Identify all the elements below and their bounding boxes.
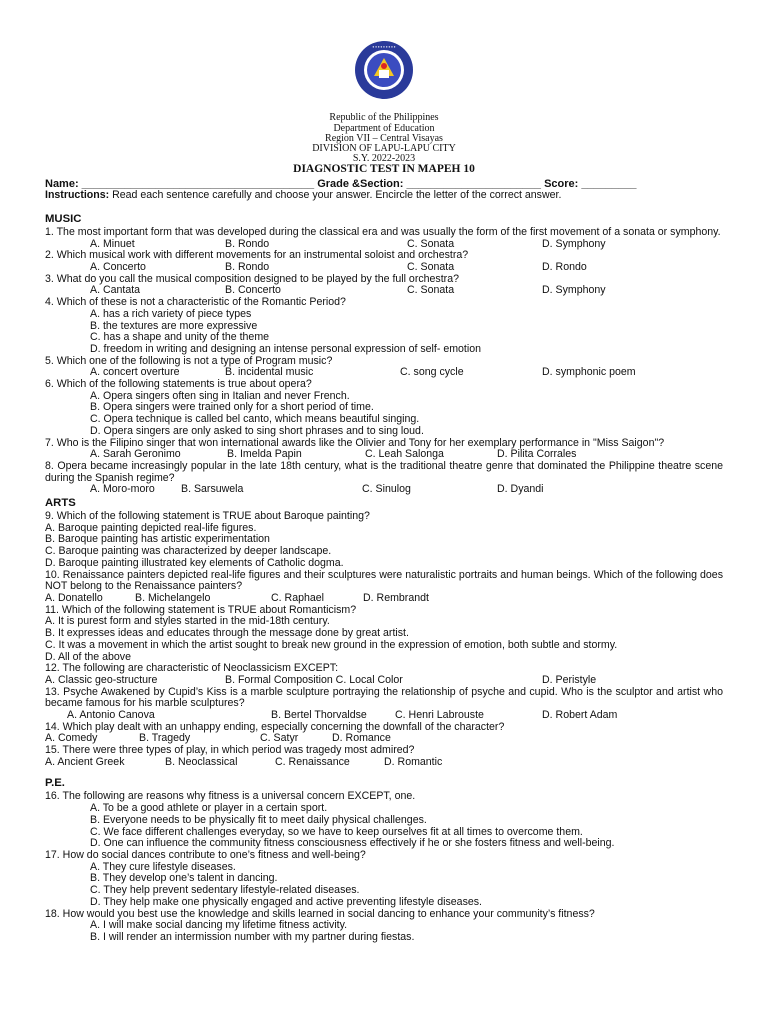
question-4: 4. Which of these is not a characteristic of the Romantic Period?: [45, 296, 346, 309]
option-10b[interactable]: B. Michelangelo: [135, 592, 211, 604]
option-7a[interactable]: A. Sarah Geronimo: [90, 448, 181, 461]
options-14: [45, 733, 723, 745]
option-18b[interactable]: B. I will render an intermission number with my partner during fiestas.: [90, 930, 415, 943]
question-7: 7. Who is the Filipino singer that won international awards like the Olivier and Tony for her exemplary performance in "Miss Saigon"?: [45, 436, 665, 449]
option-11a[interactable]: A. It is purest form and styles started in the mid-18th century.: [45, 615, 330, 628]
option-8b[interactable]: B. Sarsuwela: [181, 483, 244, 496]
option-6b[interactable]: B. Opera singers were trained only for a short period of time.: [90, 401, 374, 414]
option-5d[interactable]: D. symphonic poem: [542, 366, 636, 379]
question-14: 14. Which play dealt with an unhappy ending, especially concerning the downfall of the character?: [45, 720, 505, 733]
question-15: 15. There were three types of play, in which period was tragedy most admired?: [45, 744, 415, 757]
option-11d[interactable]: D. All of the above: [45, 650, 131, 663]
option-14b[interactable]: B. Tragedy: [139, 732, 191, 745]
option-2a[interactable]: A. Concerto: [90, 261, 146, 274]
header-school-year: S.Y. 2022-2023: [352, 153, 416, 164]
question-17: 17. How do social dances contribute to one’s fitness and well-being?: [45, 848, 366, 861]
question-12: 12. The following are characteristic of Neoclassicism EXCEPT:: [45, 662, 339, 675]
option-11c[interactable]: C. It was a movement in which the artist sought to break new ground in the expression of emotion, both subtle and stormy.: [45, 638, 618, 651]
option-3c[interactable]: C. Sonata: [407, 284, 455, 297]
options-7: [45, 449, 723, 461]
section-spacer: [45, 768, 723, 776]
header-division: DIVISION OF LAPU-LAPU CITY: [312, 143, 456, 154]
option-7d[interactable]: D. Pilita Corrales: [497, 448, 577, 461]
option-2d[interactable]: D. Rondo: [542, 261, 587, 274]
options-8: [45, 484, 723, 496]
question-9: 9. Which of the following statement is TRUE about Baroque painting?: [45, 510, 370, 523]
option-16c[interactable]: C. We face different challenges everyday, so we have to keep ourselves fit at all times to overcome them.: [90, 825, 583, 838]
option-9d[interactable]: D. Baroque painting illustrated key elements of Catholic dogma.: [45, 556, 344, 569]
questions-body: [45, 212, 723, 944]
option-9b[interactable]: B. Baroque painting has artistic experimentation: [45, 533, 270, 546]
instructions-text: Read each sentence carefully and choose your answer. Encircle the letter of the correct answer.: [109, 189, 562, 201]
options-15: [45, 757, 723, 769]
question-8: 8. Opera became increasingly popular in the late 18th century, what is the traditional theatre genre that dominated the Philippine theatre scene during the Spanish regime?: [45, 459, 723, 484]
option-7c[interactable]: C. Leah Salonga: [365, 448, 444, 461]
option-6c[interactable]: C. Opera technique is called bel canto, which means beautiful singing.: [90, 413, 420, 426]
options-5: [45, 367, 723, 379]
question-5: 5. Which one of the following is not a type of Program music?: [45, 354, 333, 367]
option-3b[interactable]: B. Concerto: [225, 284, 281, 297]
question-6: 6. Which of the following statements is true about opera?: [45, 378, 312, 391]
option-2b[interactable]: B. Rondo: [225, 261, 270, 274]
question-11: 11. Which of the following statement is TRUE about Romanticism?: [45, 603, 357, 616]
options-1: [45, 239, 723, 251]
option-1d[interactable]: D. Symphony: [542, 237, 606, 250]
option-3d[interactable]: D. Symphony: [542, 284, 606, 297]
option-1c[interactable]: C. Sonata: [407, 237, 455, 250]
options-3: [45, 285, 723, 297]
option-10a[interactable]: A. Donatello: [45, 592, 103, 604]
option-13a[interactable]: A. Antonio Canova: [67, 709, 155, 721]
option-16b[interactable]: B. Everyone needs to be physically fit to meet daily physical challenges.: [90, 813, 427, 826]
option-18a[interactable]: A. I will make social dancing my lifetime fitness activity.: [90, 919, 348, 932]
option-15b[interactable]: B. Neoclassical: [165, 755, 238, 768]
option-8c[interactable]: C. Sinulog: [362, 483, 411, 496]
question-2: 2. Which musical work with different movements for an instrumental soloist and orchestra?: [45, 249, 469, 262]
option-1b[interactable]: B. Rondo: [225, 237, 270, 250]
options-2: [45, 262, 723, 274]
option-15a[interactable]: A. Ancient Greek: [45, 755, 125, 768]
option-5a[interactable]: A. concert overture: [90, 366, 180, 379]
instructions: [45, 190, 735, 202]
option-3a[interactable]: A. Cantata: [90, 284, 141, 297]
option-16d[interactable]: D. One can influence the community fitness consciousness effectively if he or she fosters fitness and well-being.: [90, 837, 615, 850]
option-9c[interactable]: C. Baroque painting was characterized by deeper landscape.: [45, 545, 332, 558]
question-1: 1. The most important form that was developed during the classical era and was usually the form of the first movement of a sonata or symphony.: [45, 226, 721, 238]
option-14d[interactable]: D. Romance: [332, 732, 391, 745]
section-pe: P.E.: [45, 777, 65, 790]
test-title: DIAGNOSTIC TEST IN MAPEH 10: [293, 163, 475, 175]
option-9a[interactable]: A. Baroque painting depicted real-life figures.: [45, 521, 257, 534]
option-17a[interactable]: A. They cure lifestyle diseases.: [90, 860, 236, 873]
option-17b[interactable]: B. They develop one’s talent in dancing.: [90, 872, 278, 885]
option-13b[interactable]: B. Bertel Thorvaldse: [271, 709, 367, 721]
option-14c[interactable]: C. Satyr: [260, 732, 299, 745]
option-4d[interactable]: D. freedom in writing and designing an intense personal expression of self- emotion: [90, 342, 482, 355]
option-8a[interactable]: A. Moro-moro: [90, 483, 155, 496]
header-republic: Republic of the Philippines: [329, 112, 439, 123]
options-12: [45, 675, 723, 687]
option-5b[interactable]: B. incidental music: [225, 366, 314, 379]
question-10: 10. Renaissance painters depicted real-life figures and their sculptures were naturalistic portraits and human beings. Which of the following does NOT belong to the Renaissance painters?: [45, 568, 723, 593]
option-6d[interactable]: D. Opera singers are only asked to sing short phrases and to sing loud.: [90, 424, 424, 437]
question-13: 13. Psyche Awakened by Cupid’s Kiss is a marble sculpture portraying the relationship of psyche and cupid. Who is the sculptor and artist who became famous for his marble sculptures?: [45, 685, 723, 710]
section-arts: ARTS: [45, 497, 76, 510]
options-10: [45, 593, 723, 605]
options-13: [45, 710, 723, 722]
question-18: 18. How would you best use the knowledge and skills learned in social dancing to enhance your community’s fitness?: [45, 907, 595, 920]
option-7b[interactable]: B. Imelda Papin: [227, 448, 302, 461]
option-17d[interactable]: D. They help make one physically engaged and active preventing lifestyle diseases.: [90, 895, 483, 908]
option-6a[interactable]: A. Opera singers often sing in Italian and never French.: [90, 389, 350, 402]
option-8d[interactable]: D. Dyandi: [497, 483, 544, 496]
svg-text:•••••••••: •••••••••: [372, 45, 396, 51]
option-13d[interactable]: D. Robert Adam: [542, 709, 618, 721]
option-4c[interactable]: C. has a shape and unity of the theme: [90, 331, 270, 344]
section-music: MUSIC: [45, 213, 82, 225]
option-15c[interactable]: C. Renaissance: [275, 755, 350, 768]
option-2c[interactable]: C. Sonata: [407, 261, 455, 274]
option-12bc[interactable]: B. Formal Composition C. Local Color: [225, 673, 403, 686]
option-10c[interactable]: C. Raphael: [271, 592, 324, 604]
instructions-label: Instructions:: [45, 189, 110, 201]
option-15d[interactable]: D. Romantic: [384, 755, 443, 768]
option-1a[interactable]: A. Minuet: [90, 237, 135, 250]
option-11b[interactable]: B. It expresses ideas and educates through the message done by great artist.: [45, 627, 409, 640]
name-grade-score-line: Name: ______________________________________ Grade &Section: ______________________ Score: _________: [45, 178, 637, 190]
option-5c[interactable]: C. song cycle: [400, 366, 464, 379]
option-12a[interactable]: A. Classic geo-structure: [45, 673, 158, 686]
deped-seal-logo: [354, 40, 414, 100]
option-16a[interactable]: A. To be a good athlete or player in a certain sport.: [90, 802, 328, 815]
option-17c[interactable]: C. They help prevent sedentary lifestyle-related diseases.: [90, 884, 360, 897]
question-3: 3. What do you call the musical composition designed to be played by the full orchestra?: [45, 272, 459, 285]
header-department: Department of Education: [333, 123, 435, 134]
option-10d[interactable]: D. Rembrandt: [363, 592, 429, 604]
option-12d[interactable]: D. Peristyle: [542, 673, 597, 686]
option-4a[interactable]: A. has a rich variety of piece types: [90, 307, 252, 320]
question-16: 16. The following are reasons why fitness is a universal concern EXCEPT, one.: [45, 790, 416, 803]
option-13c[interactable]: C. Henri Labrouste: [395, 709, 484, 721]
option-14a[interactable]: A. Comedy: [45, 732, 98, 745]
option-4b[interactable]: B. the textures are more expressive: [90, 319, 258, 332]
header-region: Region VII – Central Visayas: [325, 133, 443, 144]
